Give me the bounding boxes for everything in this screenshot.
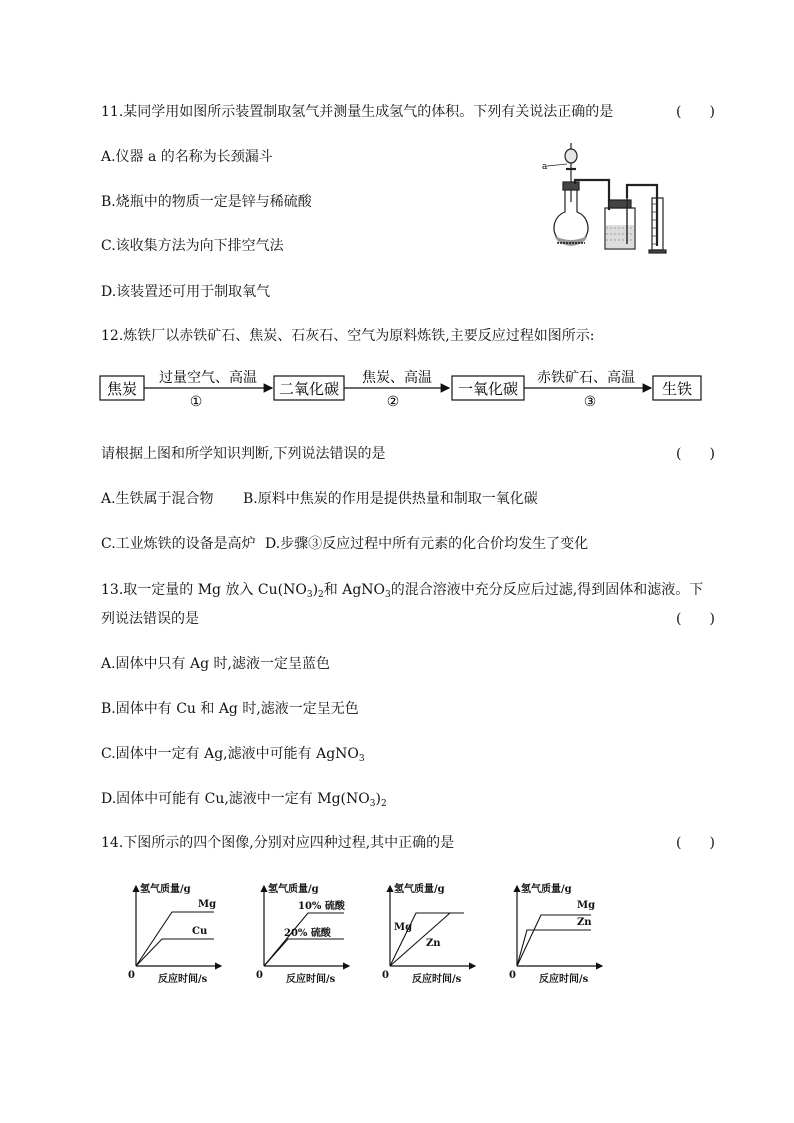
hydrogen-mass-graphs — [120, 878, 620, 988]
graph-d-origin: 0 — [509, 970, 516, 981]
q12-option-a: A.生铁属于混合物 — [101, 491, 214, 507]
flow-arrow-2-step: ② — [386, 394, 400, 410]
q12-option-b: B.原料中焦炭的作用是提供热量和制取一氧化碳 — [243, 491, 538, 507]
graph-a-label-mg: Mg — [198, 899, 217, 910]
q11-answer-paren: ( ) — [676, 104, 715, 120]
q13-stem-line1: 13.取一定量的 Mg 放入 $Cu(NO_3)_2$和 AgNO$_3$的混合溶液中充分反应后过滤,得到固体和滤液。下 — [101, 582, 704, 600]
graph-d-ylabel: 氢气质量/g — [521, 884, 572, 895]
graph-b — [256, 882, 349, 985]
graph-b-line-20 — [264, 939, 344, 966]
q13-answer-paren: ( ) — [676, 611, 715, 627]
flow-arrow-3-condition: 赤铁矿石、高温 — [537, 370, 635, 386]
graph-c-origin: 0 — [382, 970, 389, 981]
q11-option-d: D.该装置还可用于制取氧气 — [101, 284, 271, 300]
graph-d-label-zn: Zn — [577, 917, 592, 928]
graph-c-label-mg: Mg — [394, 922, 413, 933]
q13-option-a: A.固体中只有 Ag 时,滤液一定呈蓝色 — [101, 656, 330, 672]
q14-answer-paren: ( ) — [676, 835, 715, 851]
q11-option-c: C.该收集方法为向下排空气法 — [101, 238, 284, 254]
wash-bottle — [605, 198, 635, 249]
graph-b-ylabel: 氢气质量/g — [268, 884, 319, 895]
flow-arrow-2-condition: 焦炭、高温 — [362, 370, 432, 386]
delivery-tube — [575, 180, 609, 210]
q12-stem: 12.炼铁厂以赤铁矿石、焦炭、石灰石、空气为原料炼铁,主要反应过程如图所示: — [101, 328, 595, 344]
flow-box-co2-label: 二氧化碳 — [278, 380, 340, 398]
flow-arrow-1-condition: 过量空气、高温 — [159, 370, 257, 386]
flow-arrow-3-step: ③ — [583, 394, 597, 410]
q12-prompt: 请根据上图和所学知识判断,下列说法错误的是 — [101, 446, 386, 462]
q11-stem: 11.某同学用如图所示装置制取氢气并测量生成氢气的体积。下列有关说法正确的是 — [101, 104, 614, 120]
hydrogen-apparatus-figure — [538, 140, 673, 260]
graph-a-label-cu: Cu — [192, 926, 208, 937]
q13-option-c: C.固体中一定有 Ag,滤液中可能有 AgNO$_3$ — [101, 746, 365, 764]
flow-box-co-label: 一氧化碳 — [457, 380, 519, 398]
q13-stem-line2: 列说法错误的是 — [101, 611, 199, 627]
separatory-funnel — [565, 143, 577, 202]
flow-arrow-1-step: ① — [189, 394, 203, 410]
graph-b-label-10: 10% 硫酸 — [298, 901, 345, 912]
graph-c-ylabel: 氢气质量/g — [394, 884, 445, 895]
q11-option-a: A.仪器 a 的名称为长颈漏斗 — [101, 149, 273, 165]
graph-c-label-zn: Zn — [426, 938, 441, 949]
graph-b-xlabel: 反应时间/s — [286, 974, 336, 985]
flow-box-coke-label: 焦炭 — [106, 380, 138, 398]
flow-box-pig-iron-label: 生铁 — [661, 380, 693, 398]
graph-c — [382, 882, 475, 985]
graph-b-origin: 0 — [256, 970, 263, 981]
graph-a — [128, 882, 221, 985]
graph-a-ylabel: 氢气质量/g — [140, 884, 191, 895]
q12-option-c: C.工业炼铁的设备是高炉 — [101, 536, 256, 552]
q11-option-b: B.烧瓶中的物质一定是锌与稀硫酸 — [101, 194, 312, 210]
q12-answer-paren: ( ) — [676, 446, 715, 462]
q13-option-b: B.固体中有 Cu 和 Ag 时,滤液一定呈无色 — [101, 701, 359, 717]
graph-a-origin: 0 — [128, 970, 135, 981]
graph-a-line-cu — [136, 939, 214, 966]
q12-option-d: D.步骤③反应过程中所有元素的化合价均发生了变化 — [265, 536, 589, 552]
graph-c-xlabel: 反应时间/s — [412, 974, 462, 985]
figure-label-a: a — [542, 162, 548, 172]
graph-d-xlabel: 反应时间/s — [539, 974, 589, 985]
q13-option-d: D.固体中可能有 Cu,滤液中一定有 $Mg(NO_3)_2$ — [101, 791, 387, 809]
graph-d — [509, 882, 602, 985]
graph-a-xlabel: 反应时间/s — [158, 974, 208, 985]
graph-d-label-mg: Mg — [577, 900, 596, 911]
graph-b-label-20: 20% 硫酸 — [284, 928, 331, 939]
ironmaking-flow-diagram — [96, 365, 706, 415]
q14-stem: 14.下图所示的四个图像,分别对应四种过程,其中正确的是 — [101, 835, 455, 851]
graph-d-line-zn — [517, 930, 591, 966]
